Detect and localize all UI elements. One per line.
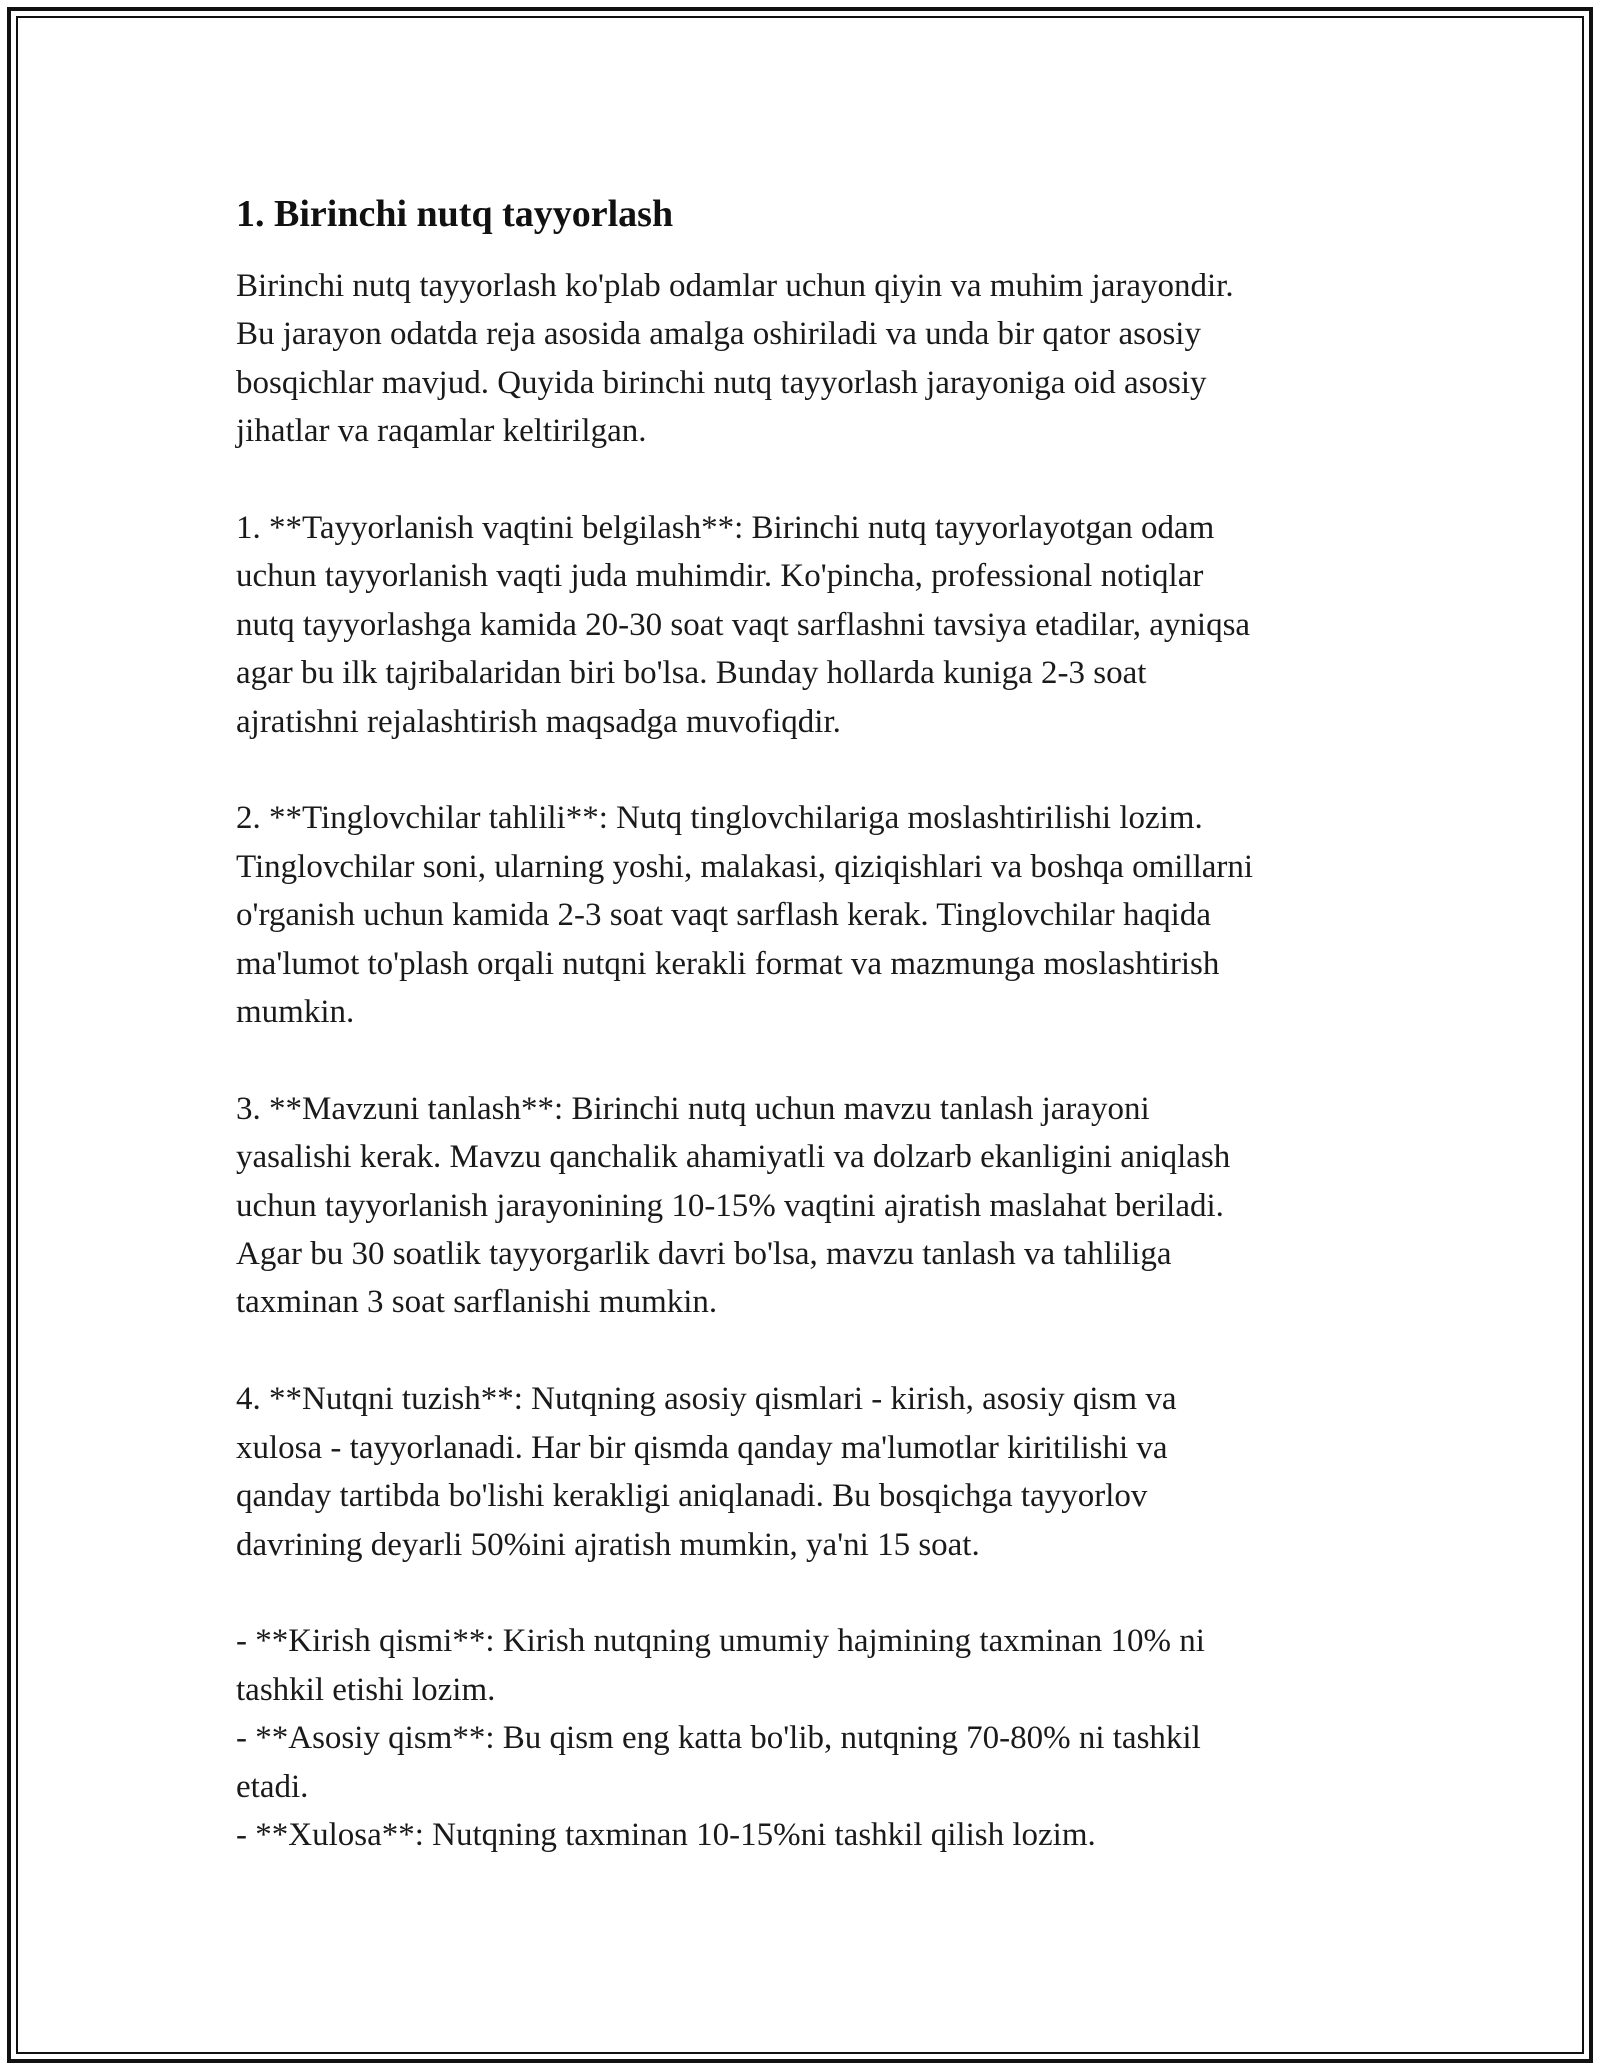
step-4-paragraph: 4. **Nutqni tuzish**: Nutqning asosiy qismlari - kirish, asosiy qism va xulosa - tayyorlanadi. Har bir qismda qanday ma'lumotlar kiritilishi va qanday tartibda bo'lishi kerakligi aniqlanadi. Bu bosqichga tayyorlov davrining deyarli 50%ini ajratish mumkin, ya'ni 15 soat. bbox=[236, 1381, 1177, 1563]
intro-paragraph: Birinchi nutq tayyorlash ko'plab odamlar uchun qiyin va muhim jarayondir. Bu jarayon odatda reja asosida amalga oshiriladi va unda bir qator asosiy bosqichlar mavjud. Quyida birinchi nutq tayyorlash jarayoniga oid asosiy jihatlar va raqamlar keltirilgan. bbox=[236, 268, 1234, 450]
step-3-paragraph: 3. **Mavzuni tanlash**: Birinchi nutq uchun mavzu tanlash jarayoni yasalishi kerak. Mavzu qanchalik ahamiyatli va dolzarb ekanligini aniqlash uchun tayyorlanish jarayonining 10-15% vaqtini ajratish maslahat beriladi. Agar bu 30 soatlik tayyorgarlik davri bo'lsa, mavzu tanlash va tahliliga taxminan 3 soat sarflanishi mumkin. bbox=[236, 1090, 1231, 1321]
speech-parts-list: - **Kirish qismi**: Kirish nutqning umumiy hajmining taxminan 10% ni tashkil etishi lozim. - **Asosiy qism**: Bu qism eng katta bo'lib, nutqning 70-80% ni tashkil etadi. - **Xulosa**: Nutqning taxminan 10-15%ni tashkil qilish lozim. bbox=[236, 1623, 1205, 1853]
step-2-paragraph: 2. **Tinglovchilar tahlili**: Nutq tinglovchilariga moslashtirilishi lozim. Tinglovchilar soni, ularning yoshi, malakasi, qiziqishlari va boshqa omillarni o'rganish uchun kamida 2-3 soat vaqt sarflash kerak. Tinglovchilar haqida ma'lumot to'plash orqali nutqni kerakli format va mazmunga moslashtirish mumkin. bbox=[236, 800, 1254, 1031]
page-title: 1. Birinchi nutq tayyorlash bbox=[236, 193, 674, 235]
step-1-paragraph: 1. **Tayyorlanish vaqtini belgilash**: Birinchi nutq tayyorlayotgan odam uchun tayyorlanish vaqti juda muhimdir. Ko'pincha, professional notiqlar nutq tayyorlashga kamida 20-30 soat vaqt sarflashni tavsiya etadilar, ayniqsa agar bu ilk tajribalaridan biri bo'lsa. Bunday hollarda kuniga 2-3 soat ajratishni rejalashtirish maqsadga muvofiqdir. bbox=[236, 510, 1251, 740]
document-body bbox=[236, 186, 1386, 1859]
